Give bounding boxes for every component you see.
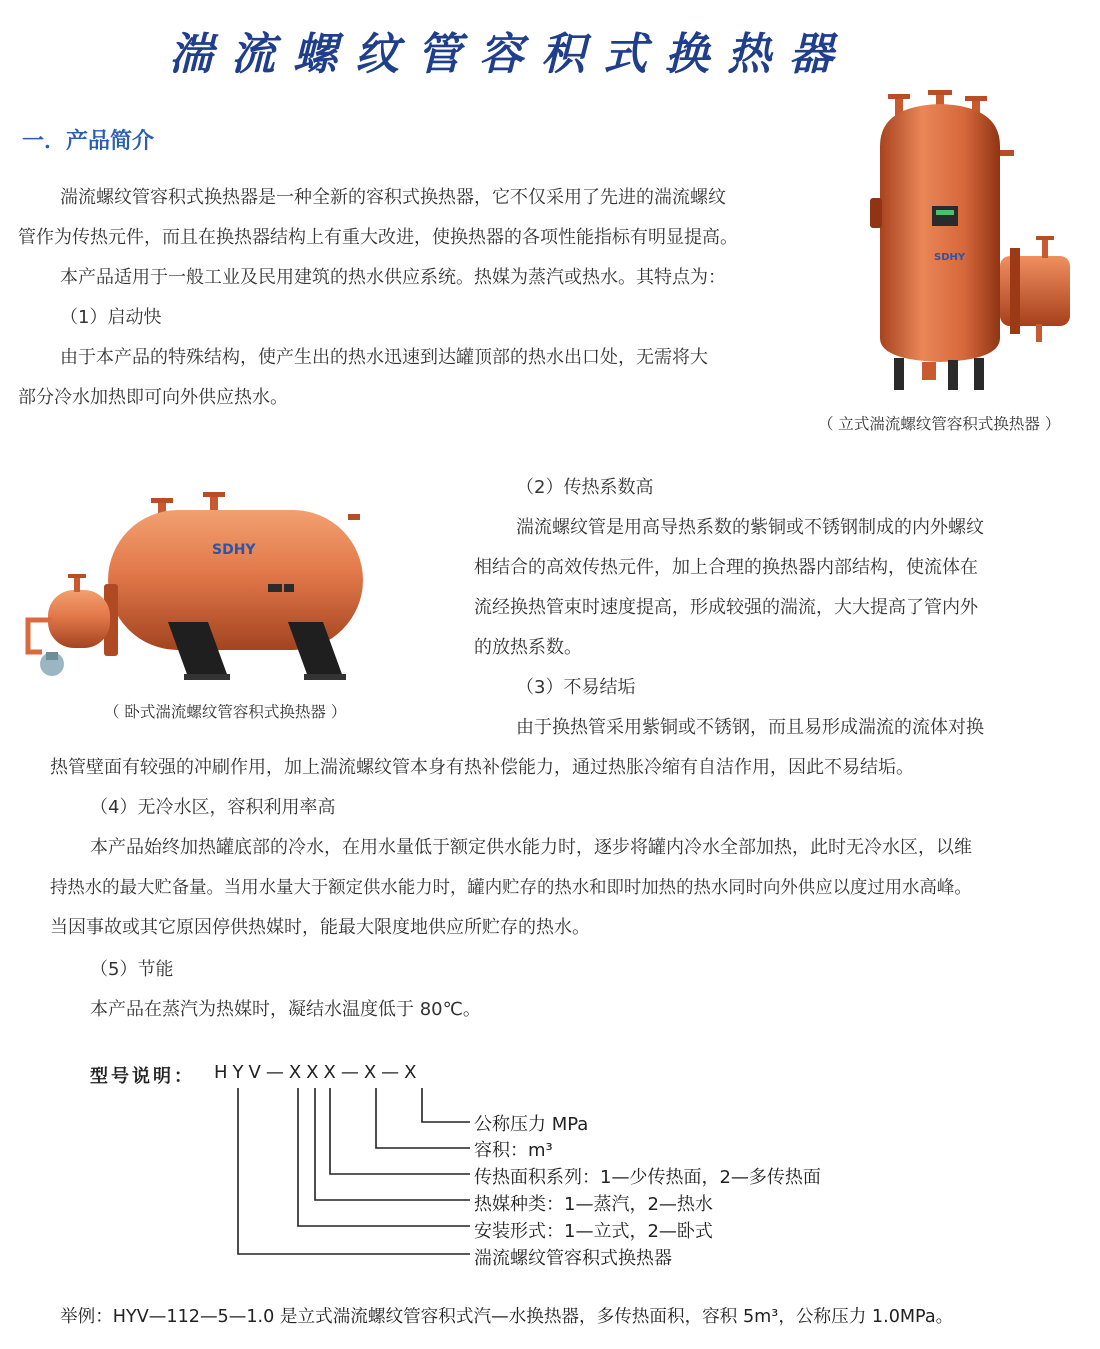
feature1-title: （1）启动快 [60, 307, 162, 328]
feature1-line-1: 由于本产品的特殊结构，使产生出的热水迅速到达罐顶部的热水出口处，无需将大 [60, 347, 708, 368]
legend-area-series: 传热面积系列：1—少传热面，2—多传热面 [474, 1167, 821, 1188]
page-title: 湍流螺纹管容积式换热器 [169, 29, 851, 80]
feature5-line-1: 本产品在蒸汽为热媒时，凝结水温度低于 80℃。 [90, 999, 481, 1020]
feature2-title: （2）传热系数高 [516, 477, 654, 498]
feature3-line-1: 由于换热管采用紫铜或不锈钢，而且易形成湍流的流体对换 [516, 717, 984, 738]
feature2-line-3: 流经换热管束时速度提高，形成较强的湍流，大大提高了管内外 [474, 597, 978, 618]
model-code: HYV—XXX—X—X [214, 1062, 422, 1083]
feature4-title: （4）无冷水区，容积利用率高 [90, 797, 336, 818]
feature3-title: （3）不易结垢 [516, 677, 636, 698]
intro-line-1: 湍流螺纹管容积式换热器是一种全新的容积式换热器，它不仅采用了先进的湍流螺纹 [60, 187, 726, 208]
feature2-line-1: 湍流螺纹管是用高导热系数的紫铜或不锈钢制成的内外螺纹 [516, 517, 984, 538]
vertical-brand-label: SDHY [934, 252, 966, 263]
feature2-line-4: 的放热系数。 [474, 637, 582, 658]
feature4-line-1: 本产品始终加热罐底部的冷水，在用水量低于额定供水能力时，逐步将罐内冷水全部加热，此时无冷水区，以维 [90, 837, 972, 858]
legend-install-type: 安装形式：1—立式，2—卧式 [474, 1221, 713, 1242]
intro-line-2: 管作为传热元件，而且在换热器结构上有重大改进，使换热器的各项性能指标有明显提高。 [18, 227, 738, 248]
vertical-exchanger-image [860, 88, 1090, 393]
model-label: 型号说明： [90, 1066, 195, 1087]
legend-volume: 容积：m³ [474, 1140, 553, 1161]
model-example: 举例：HYV—112—5—1.0 是立式湍流螺纹管容积式汽—水换热器，多传热面积，容积 5m³，公称压力 1.0MPa。 [60, 1307, 954, 1327]
legend-pressure: 公称压力 MPa [474, 1114, 589, 1135]
horizontal-exchanger-image [18, 492, 368, 687]
section-heading: 一．产品简介 [22, 129, 155, 154]
legend-product-name: 湍流螺纹管容积式换热器 [474, 1248, 672, 1269]
model-connector-diagram [230, 1084, 480, 1264]
feature4-line-2: 持热水的最大贮备量。当用水量大于额定供水能力时，罐内贮存的热水和即时加热的热水同时向外供应以度过用水高峰。 [50, 878, 972, 898]
horizontal-caption: （ 卧式湍流螺纹管容积式换热器 ） [104, 703, 347, 721]
feature2-line-2: 相结合的高效传热元件，加上合理的换热器内部结构，使流体在 [474, 557, 978, 578]
feature1-line-2: 部分冷水加热即可向外供应热水。 [18, 387, 288, 408]
vertical-caption: （ 立式湍流螺纹管容积式换热器 ） [818, 415, 1061, 433]
feature3-line-2: 热管壁面有较强的冲刷作用，加上湍流螺纹管本身有热补偿能力，通过热胀冷缩有自洁作用，因此不易结垢。 [50, 757, 914, 778]
legend-medium-type: 热媒种类：1—蒸汽，2—热水 [474, 1194, 713, 1215]
intro-line-3: 本产品适用于一般工业及民用建筑的热水供应系统。热媒为蒸汽或热水。其特点为： [60, 267, 726, 288]
feature4-line-3: 当因事故或其它原因停供热媒时，能最大限度地供应所贮存的热水。 [50, 917, 590, 938]
horizontal-brand-label: SDHY [212, 542, 256, 558]
feature5-title: （5）节能 [90, 959, 174, 980]
